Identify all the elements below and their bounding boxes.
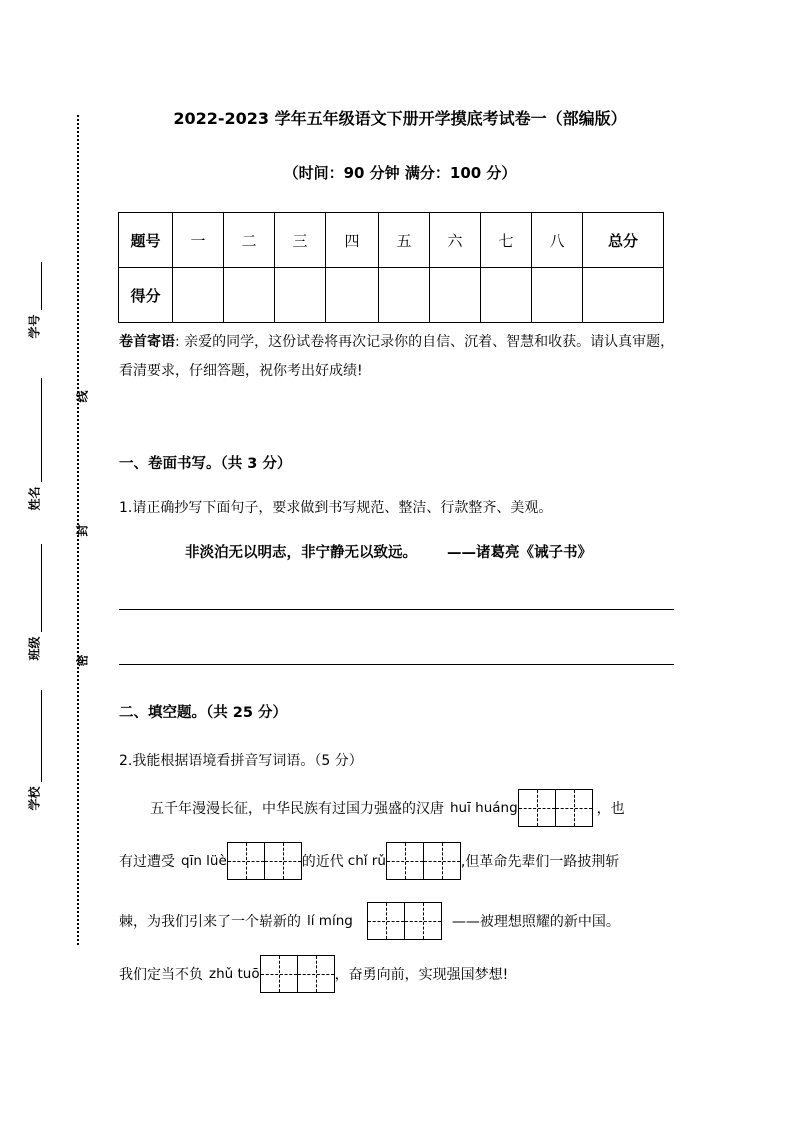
student-id-line bbox=[41, 262, 42, 310]
tianzige-answer-box[interactable] bbox=[367, 902, 442, 940]
school-label: 学校 bbox=[27, 786, 42, 811]
seal-char-seal: 封 bbox=[75, 524, 90, 537]
total-score-header: 总分 bbox=[583, 213, 664, 268]
name-label: 姓名 bbox=[27, 486, 42, 511]
section2-heading: 二、填空题。（共 25 分） bbox=[119, 705, 288, 721]
question-number-label: 题号 bbox=[119, 213, 173, 268]
tianzige-answer-box[interactable] bbox=[260, 955, 335, 993]
fill-text: ——被理想照耀的新中国。 bbox=[451, 914, 620, 930]
seal-char-line: 线 bbox=[75, 390, 90, 403]
fill-text: ，奋勇向前，实现强国梦想! bbox=[334, 967, 509, 983]
school-line bbox=[41, 690, 42, 782]
score-table bbox=[118, 212, 664, 323]
exam-subtitle: （时间：90 分钟 满分：100 分） bbox=[283, 164, 517, 182]
writing-line[interactable] bbox=[119, 664, 674, 665]
column-header: 四 bbox=[326, 213, 379, 268]
fill-text: 棘，为我们引来了一个崭新的 bbox=[119, 914, 301, 930]
column-header: 二 bbox=[224, 213, 275, 268]
intro-label: 卷首寄语 bbox=[119, 334, 175, 350]
fill-text: ,但革命先辈们一路披荆斩 bbox=[460, 854, 620, 870]
copy-sentence bbox=[185, 541, 592, 562]
quote-source: ——诸葛亮《诫子书》 bbox=[447, 545, 592, 561]
tianzige-answer-box[interactable] bbox=[227, 842, 302, 880]
seal-char-secret: 密 bbox=[75, 654, 90, 667]
intro-message bbox=[119, 328, 679, 386]
column-header: 七 bbox=[481, 213, 532, 268]
intro-text: : 亲爱的同学，这份试卷将再次记录你的自信、沉着、智慧和收获。请认真审题，看清要求，仔细答题，祝你考出好成绩! bbox=[119, 334, 675, 379]
tianzige-answer-box[interactable] bbox=[518, 789, 593, 827]
fill-text: 的近代 bbox=[301, 854, 344, 870]
name-line bbox=[41, 378, 42, 482]
score-cell[interactable] bbox=[379, 268, 430, 323]
class-label: 班级 bbox=[27, 636, 42, 661]
fill-text: ，也 bbox=[596, 801, 625, 817]
score-cell[interactable] bbox=[224, 268, 275, 323]
score-cell[interactable] bbox=[173, 268, 224, 323]
score-cell[interactable] bbox=[532, 268, 583, 323]
pinyin-hint: chǐ rǔ bbox=[347, 853, 386, 869]
column-header: 八 bbox=[532, 213, 583, 268]
column-header: 六 bbox=[430, 213, 481, 268]
fill-text: 五千年漫漫长征，中华民族有过国力强盛的汉唐 bbox=[150, 801, 444, 817]
question-2: 2.我能根据语境看拼音写词语。（5 分） bbox=[119, 753, 363, 769]
column-header: 三 bbox=[275, 213, 326, 268]
section1-heading: 一、卷面书写。（共 3 分） bbox=[119, 456, 292, 472]
question-1: 1.请正确抄写下面句子，要求做到书写规范、整洁、行款整齐、美观。 bbox=[119, 500, 553, 516]
quote-text: 非淡泊无以明志，非宁静无以致远。 bbox=[185, 545, 417, 561]
score-label: 得分 bbox=[119, 268, 173, 323]
tianzige-answer-box[interactable] bbox=[386, 842, 461, 880]
score-table-score-row bbox=[119, 268, 664, 323]
score-cell[interactable] bbox=[275, 268, 326, 323]
pinyin-hint: huī huáng bbox=[450, 800, 518, 816]
total-score-cell[interactable] bbox=[583, 268, 664, 323]
fill-line-1 bbox=[150, 789, 625, 827]
score-table-header-row bbox=[119, 213, 664, 268]
score-cell[interactable] bbox=[326, 268, 379, 323]
score-cell[interactable] bbox=[430, 268, 481, 323]
pinyin-hint: qīn lüè bbox=[181, 853, 227, 869]
column-header: 五 bbox=[379, 213, 430, 268]
student-id-label: 学号 bbox=[27, 314, 42, 339]
class-line bbox=[41, 544, 42, 632]
fill-line-2 bbox=[119, 842, 619, 880]
fill-text: 我们定当不负 bbox=[119, 967, 203, 983]
column-header: 一 bbox=[173, 213, 224, 268]
exam-title: 2022-2023 学年五年级语文下册开学摸底考试卷一（部编版） bbox=[173, 109, 627, 128]
fill-line-4 bbox=[119, 955, 508, 993]
fill-text: 有过遭受 bbox=[119, 854, 175, 870]
pinyin-hint: zhǔ tuō bbox=[209, 966, 260, 982]
writing-line[interactable] bbox=[119, 609, 674, 610]
score-cell[interactable] bbox=[481, 268, 532, 323]
pinyin-hint: lí míng bbox=[307, 913, 353, 929]
fill-line-3 bbox=[119, 902, 620, 940]
